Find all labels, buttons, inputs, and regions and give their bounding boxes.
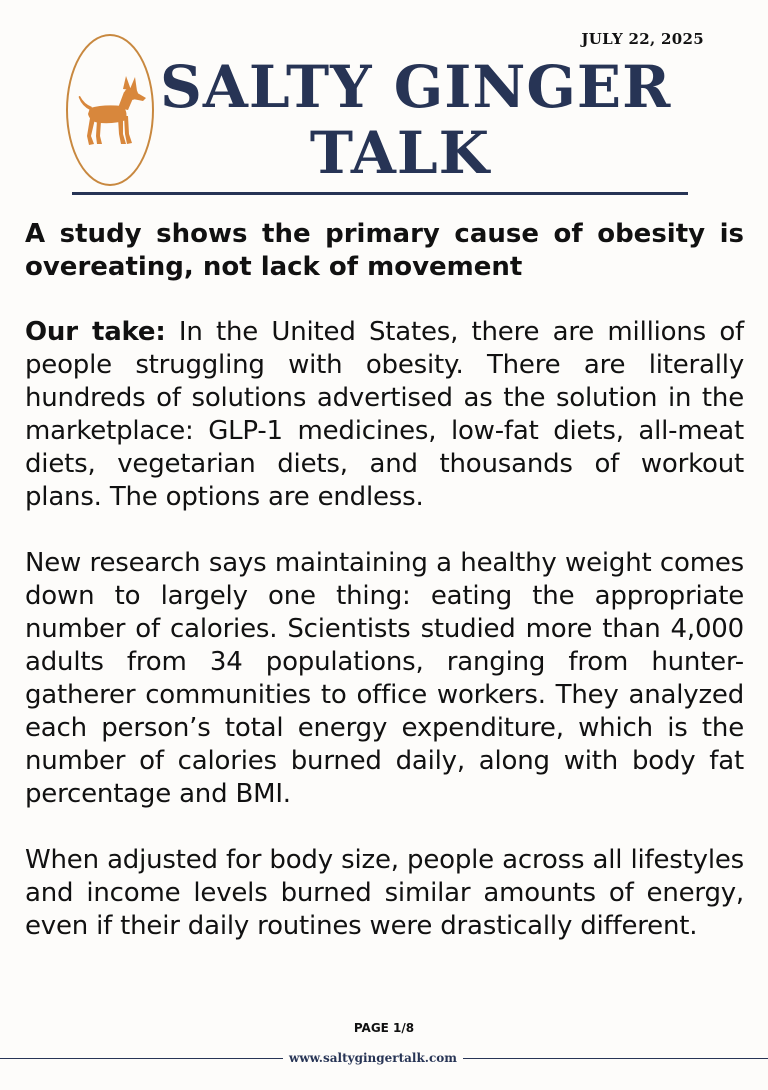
article-headline: A study shows the primary cause of obesity is overeating, not lack of movement (25, 219, 744, 282)
masthead-title (160, 53, 672, 187)
footer-divider-right (463, 1058, 768, 1059)
article (25, 218, 744, 976)
page-number: PAGE 1/8 (353, 1021, 415, 1035)
our-take-label: Our take: (25, 317, 166, 347)
masthead-line-1: SALTY GINGER (160, 53, 672, 121)
paragraph-3: When adjusted for body size, people across all lifestyles and income levels burned similar amounts of energy, even if their daily routines were drastically different. (25, 845, 744, 941)
masthead-line-2: TALK (309, 119, 491, 187)
logo (66, 34, 154, 186)
paragraph-1-body: In the United States, there are millions of people struggling with obesity. There are literally hundreds of solutions advertised as the solution in the marketplace: GLP-1 medicines, low-fat diets, all-meat diets, vegetarian diets, and thousands of workout plans. The options are endless. (25, 317, 744, 512)
masthead-divider (72, 192, 688, 195)
website-link[interactable]: www.saltygingertalk.com (289, 1051, 457, 1065)
issue-date: JULY 22, 2025 (581, 30, 704, 48)
paragraph-1 (25, 316, 744, 514)
dog-icon (76, 74, 148, 150)
footer-divider-left (0, 1058, 283, 1059)
paragraph-2: New research says maintaining a healthy weight comes down to largely one thing: eating the appropriate number of calories. Scientists studied more than 4,000 adults from 34 populations, ranging from hunter-gatherer communities to office workers. They analyzed each person’s total energy expenditure, which is the number of calories burned daily, along with body fat percentage and BMI. (25, 548, 744, 809)
